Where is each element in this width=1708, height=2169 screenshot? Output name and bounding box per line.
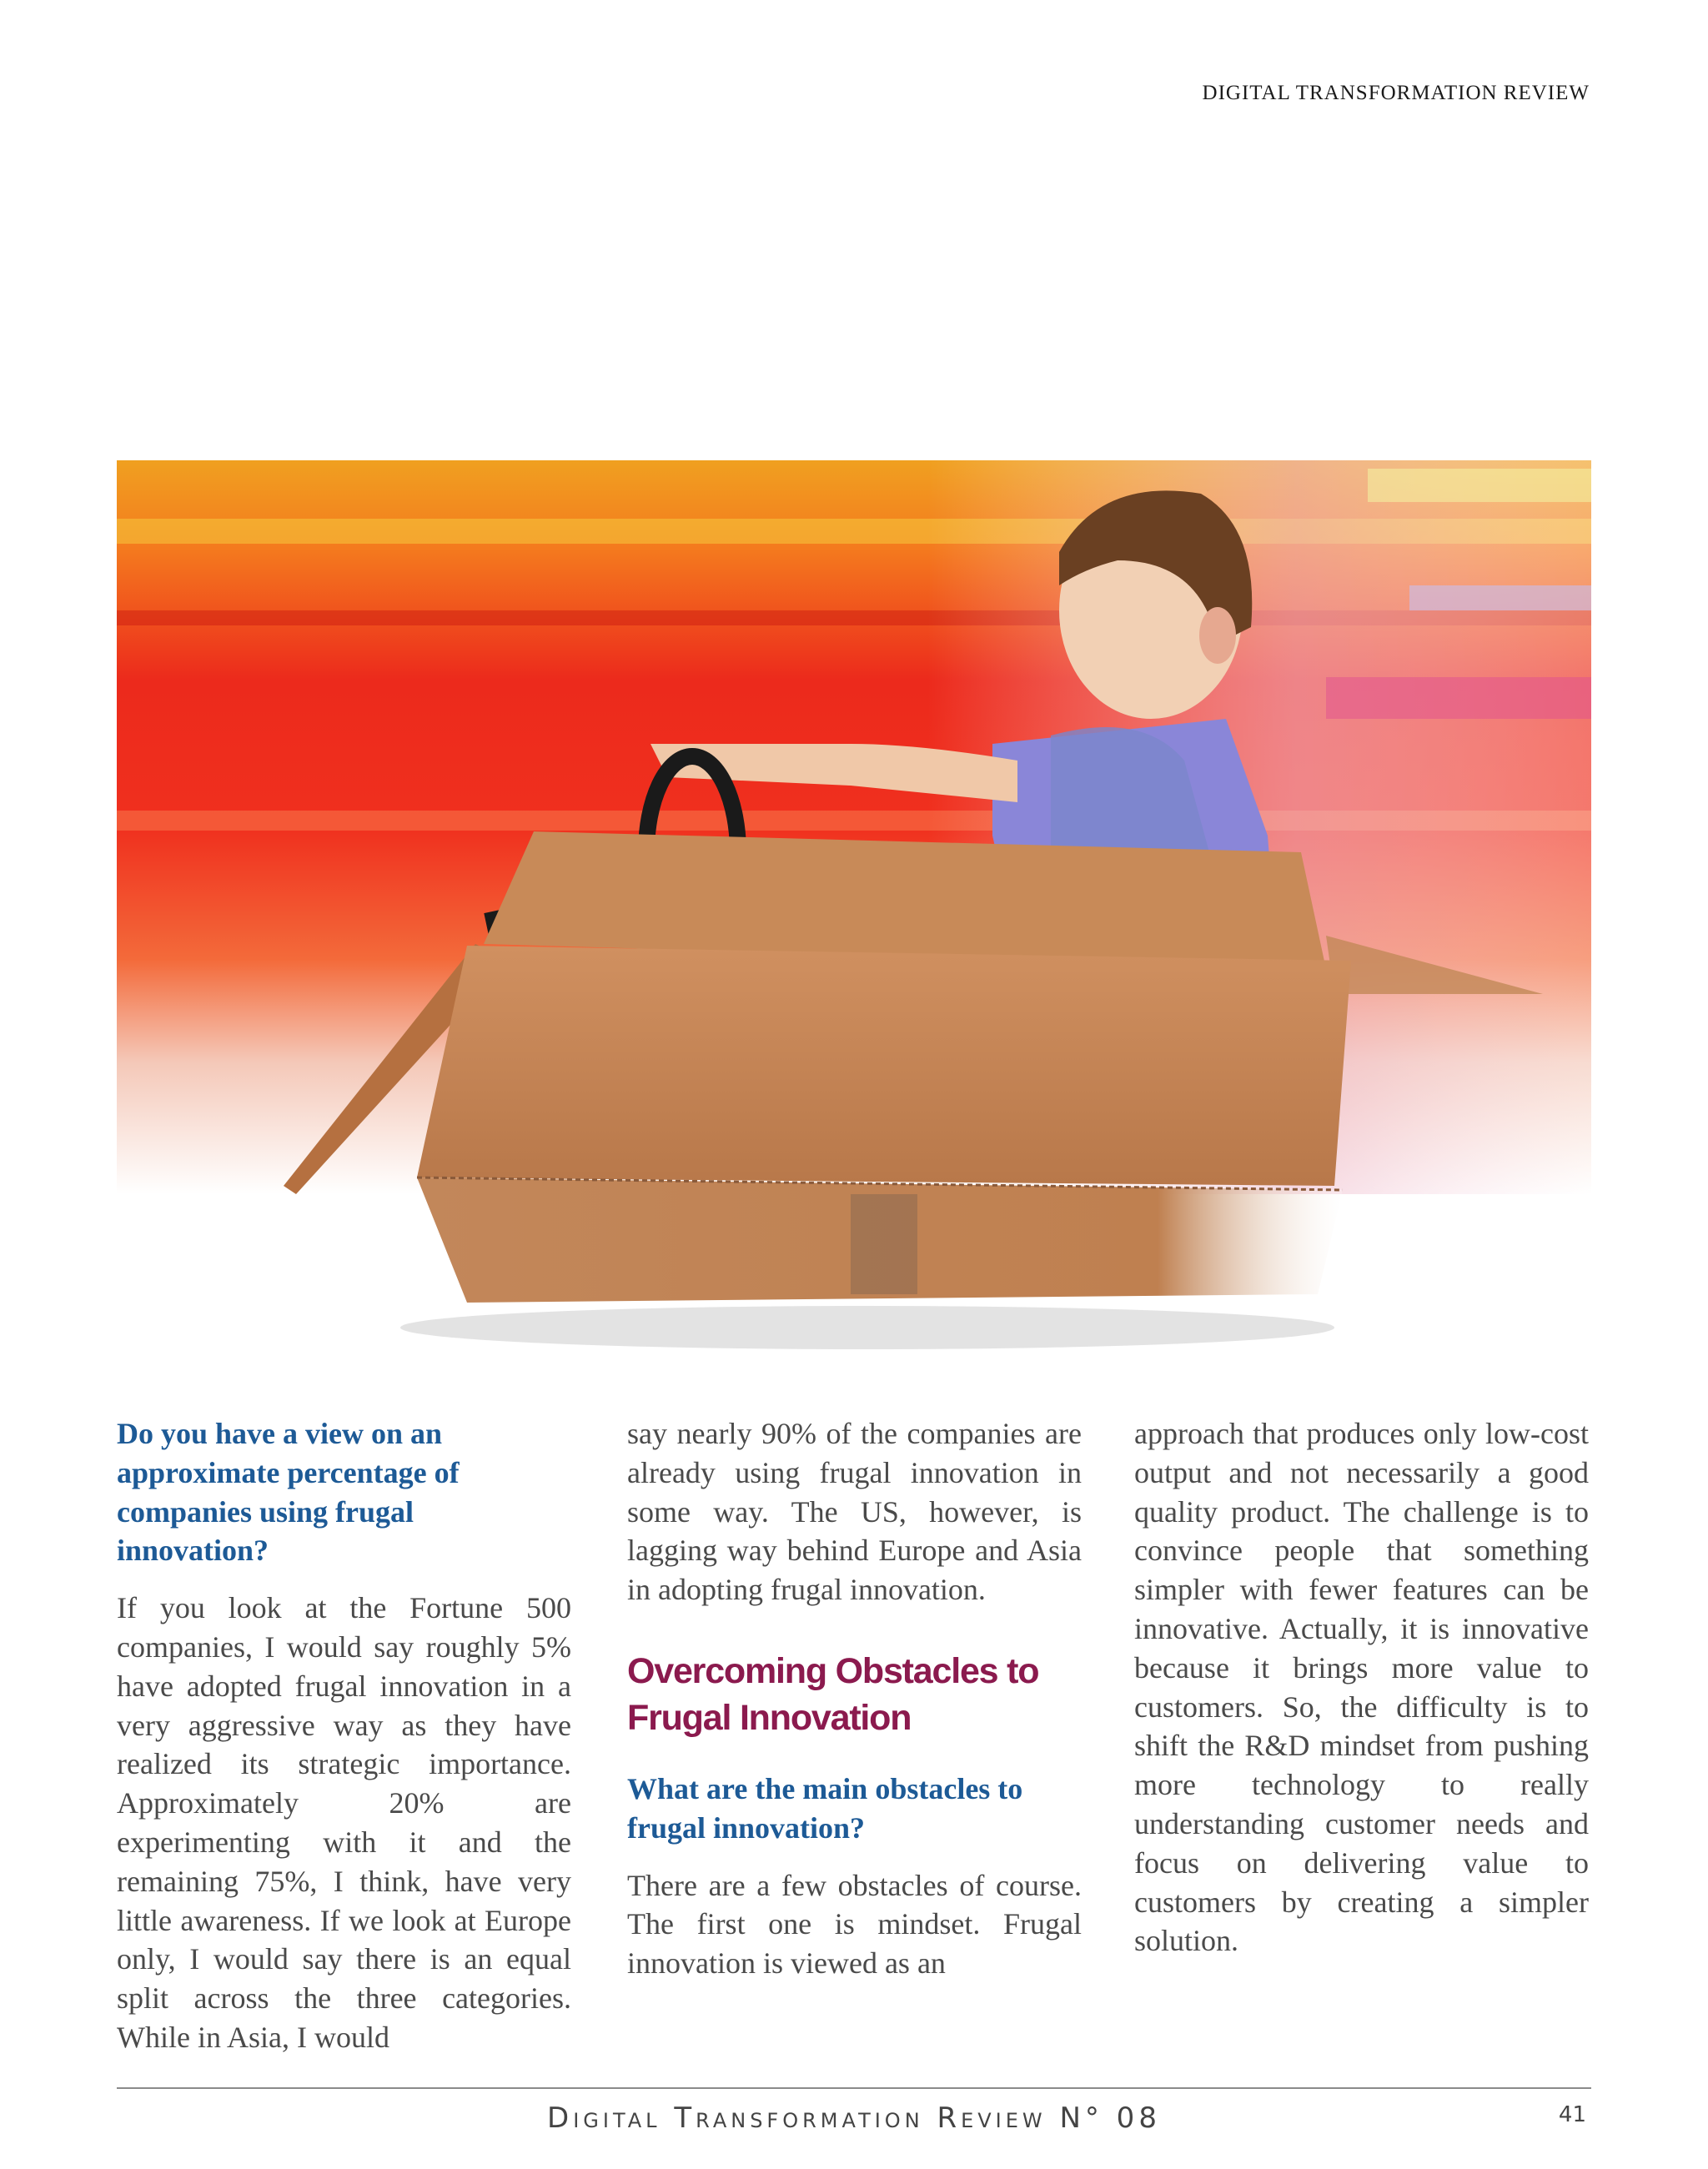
hero-image	[117, 460, 1591, 1369]
boy-in-cardboard-box-car-image	[117, 460, 1591, 1369]
footer-title: Digital Transformation Review N° 08	[547, 2101, 1161, 2135]
question-heading: Do you have a view on an approximate percentage of companies using frugal innovation?	[117, 1417, 460, 1568]
body-paragraph: There are a few obstacles of course. The first one is mindset. Frugal innovation is viewed as an	[627, 1868, 1082, 1981]
body-paragraph: If you look at the Fortune 500 companies, I would say roughly 5% have adopted frugal innovation in a very aggressive way as they have realized its strategic importance. Approximately 20% are experimenting with it and the remaining 75%, I think, have very little awareness. If we look at Europe only, I would say there is an equal split across the three categories. While in Asia, I would	[117, 1591, 571, 2054]
column-3	[1134, 1414, 1589, 1961]
column-1	[117, 1414, 571, 2057]
body-paragraph: approach that produces only low-cost output and not necessarily a good quality product. The challenge is to convince people that something simpler with fewer features can be innovative. Actually, it is innovative because it brings more value to customers. So, the difficulty is to shift the R&D mindset from pushing more technology to really understanding customer needs and focus on delivering value to customers by creating a simpler solution.	[1134, 1417, 1589, 1958]
running-header: DIGITAL TRANSFORMATION REVIEW	[1202, 82, 1590, 104]
column-2	[627, 1414, 1082, 1983]
body-paragraph: say nearly 90% of the companies are already using frugal innovation in some way. The US, however, is lagging way behind Europe and Asia in adopting frugal innovation.	[627, 1417, 1082, 1607]
question-heading: What are the main obstacles to frugal innovation?	[627, 1771, 1023, 1845]
page-number: 41	[1558, 2102, 1586, 2127]
footer-divider	[117, 2087, 1591, 2089]
section-title: Overcoming Obstacles to Frugal Innovation	[627, 1650, 1039, 1738]
